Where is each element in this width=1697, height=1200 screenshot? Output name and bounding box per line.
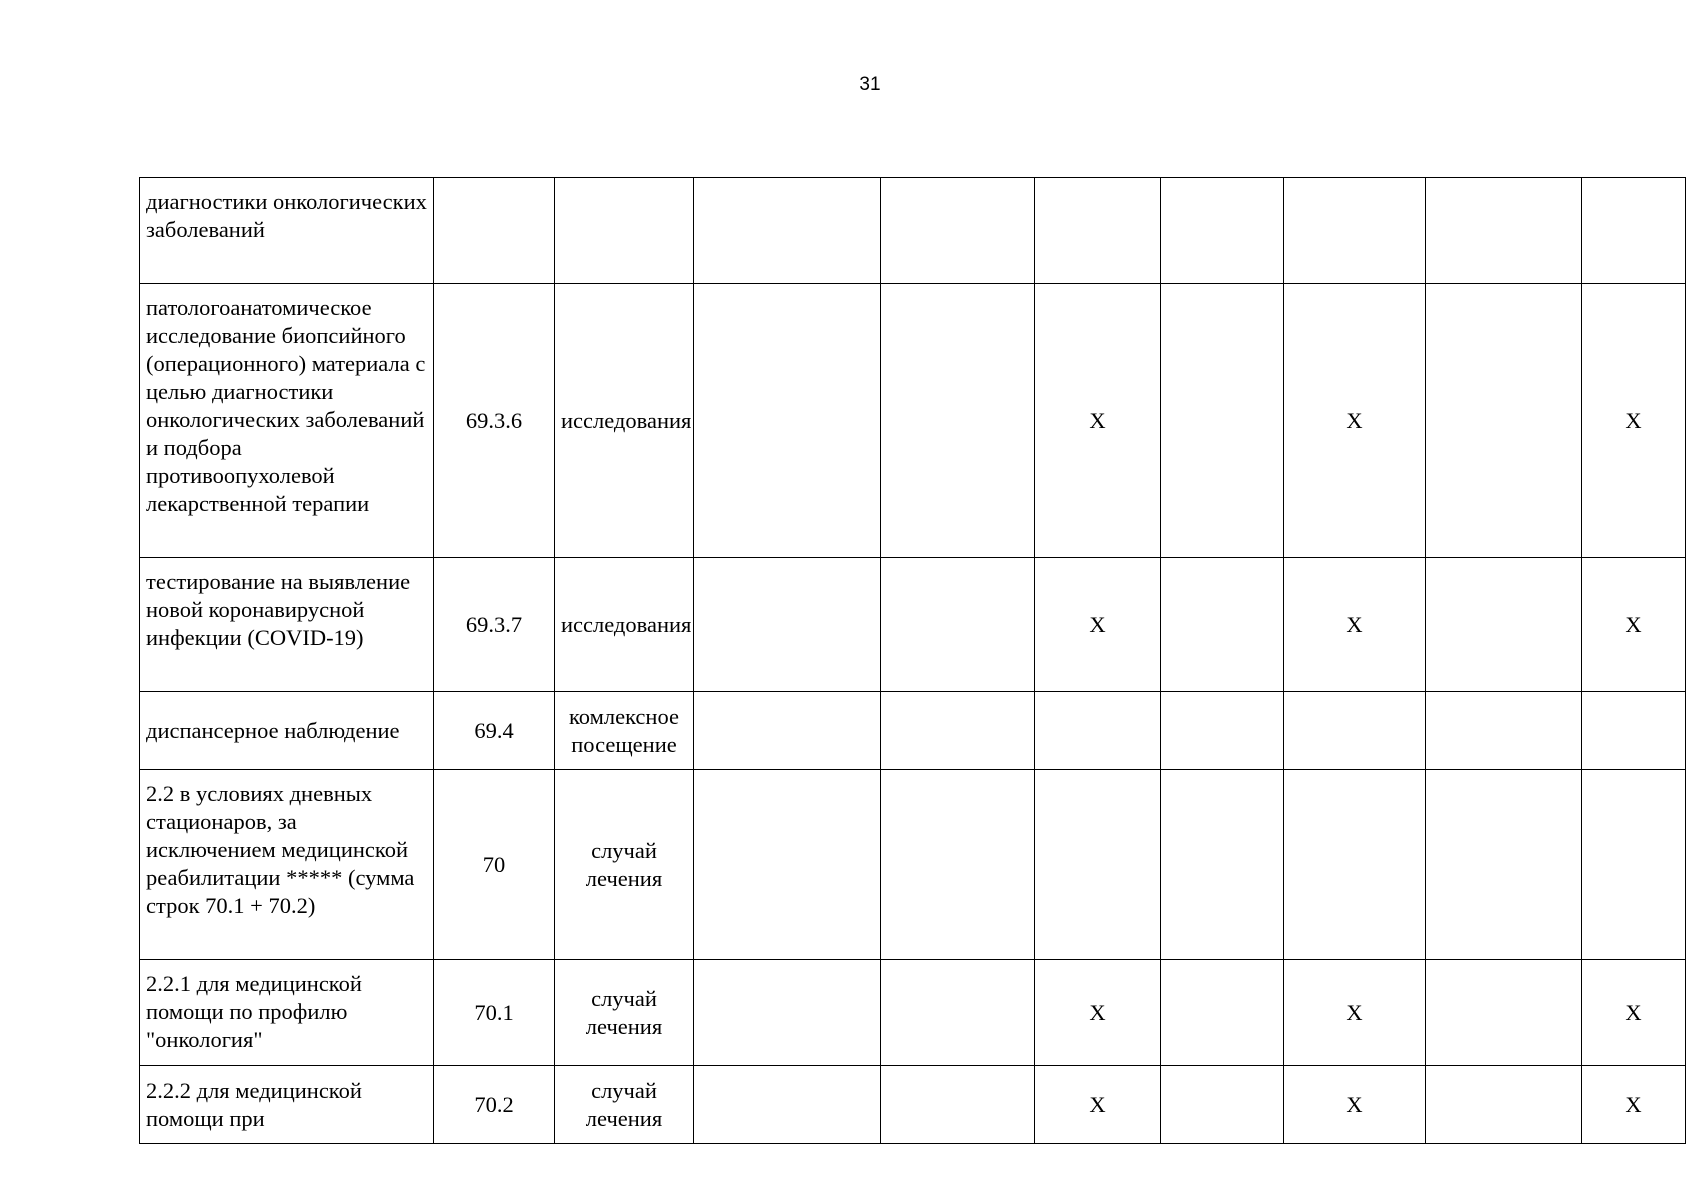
cell-col7	[1161, 558, 1284, 692]
cell-col6: Х	[1035, 284, 1161, 558]
cell-col4	[694, 692, 881, 770]
cell-col7	[1161, 692, 1284, 770]
table-row	[140, 960, 1686, 1066]
cell-col7	[1161, 1066, 1284, 1144]
row-code: 70	[434, 770, 555, 960]
cell-col4	[694, 770, 881, 960]
cell-col8: Х	[1284, 558, 1426, 692]
cell-col4	[694, 178, 881, 284]
cell-col9	[1426, 960, 1582, 1066]
cell-col8	[1284, 770, 1426, 960]
row-code: 69.3.6	[434, 284, 555, 558]
cell-col9	[1426, 558, 1582, 692]
row-name: патологоанатомическое исследование биопсийного (операционного) материала с целью диагностики онкологических заболеваний и подбора противоопухолевой лекарственной терапии	[140, 284, 434, 558]
cell-col4	[694, 558, 881, 692]
cell-col4	[694, 1066, 881, 1144]
table-row	[140, 692, 1686, 770]
row-name: диспансерное наблюдение	[140, 692, 434, 770]
table-row	[140, 178, 1686, 284]
row-code: 70.2	[434, 1066, 555, 1144]
cell-col5	[881, 178, 1035, 284]
cell-col5	[881, 1066, 1035, 1144]
row-unit: исследования	[555, 558, 694, 692]
cell-col4	[694, 960, 881, 1066]
page-number: 31	[859, 74, 881, 95]
table-row	[140, 558, 1686, 692]
cell-col7	[1161, 960, 1284, 1066]
table-row	[140, 1066, 1686, 1144]
cell-col8: Х	[1284, 1066, 1426, 1144]
row-name: 2.2.2 для медицинской помощи при	[140, 1066, 434, 1144]
data-table	[139, 177, 1686, 1144]
cell-col9	[1426, 1066, 1582, 1144]
cell-col6	[1035, 692, 1161, 770]
cell-col6	[1035, 178, 1161, 284]
cell-col8	[1284, 178, 1426, 284]
row-code: 69.3.7	[434, 558, 555, 692]
cell-col5	[881, 692, 1035, 770]
row-unit: исследования	[555, 284, 694, 558]
row-unit	[555, 178, 694, 284]
cell-col9	[1426, 692, 1582, 770]
row-code: 70.1	[434, 960, 555, 1066]
cell-col4	[694, 284, 881, 558]
table-row	[140, 770, 1686, 960]
row-unit: случай лечения	[555, 960, 694, 1066]
cell-col5	[881, 960, 1035, 1066]
cell-col10: Х	[1582, 960, 1686, 1066]
row-unit: комлексное посещение	[555, 692, 694, 770]
cell-col10	[1582, 178, 1686, 284]
cell-col6	[1035, 770, 1161, 960]
cell-col9	[1426, 284, 1582, 558]
cell-col7	[1161, 770, 1284, 960]
cell-col10	[1582, 770, 1686, 960]
row-name: тестирование на выявление новой коронавирусной инфекции (COVID-19)	[140, 558, 434, 692]
cell-col7	[1161, 178, 1284, 284]
cell-col10: Х	[1582, 558, 1686, 692]
cell-col10: Х	[1582, 284, 1686, 558]
cell-col6: Х	[1035, 1066, 1161, 1144]
cell-col5	[881, 770, 1035, 960]
row-code	[434, 178, 555, 284]
cell-col10: Х	[1582, 1066, 1686, 1144]
row-name: 2.2 в условиях дневных стационаров, за исключением медицинской реабилитации ***** (сумма строк 70.1 + 70.2)	[140, 770, 434, 960]
row-code: 69.4	[434, 692, 555, 770]
cell-col6: Х	[1035, 960, 1161, 1066]
cell-col8	[1284, 692, 1426, 770]
cell-col8: Х	[1284, 284, 1426, 558]
cell-col9	[1426, 770, 1582, 960]
row-name: 2.2.1 для медицинской помощи по профилю "онкология"	[140, 960, 434, 1066]
cell-col5	[881, 284, 1035, 558]
cell-col8: Х	[1284, 960, 1426, 1066]
row-name: диагностики онкологических заболеваний	[140, 178, 434, 284]
cell-col7	[1161, 284, 1284, 558]
cell-col6: Х	[1035, 558, 1161, 692]
row-unit: случай лечения	[555, 1066, 694, 1144]
table-row	[140, 284, 1686, 558]
cell-col9	[1426, 178, 1582, 284]
row-unit: случай лечения	[555, 770, 694, 960]
cell-col5	[881, 558, 1035, 692]
cell-col10	[1582, 692, 1686, 770]
